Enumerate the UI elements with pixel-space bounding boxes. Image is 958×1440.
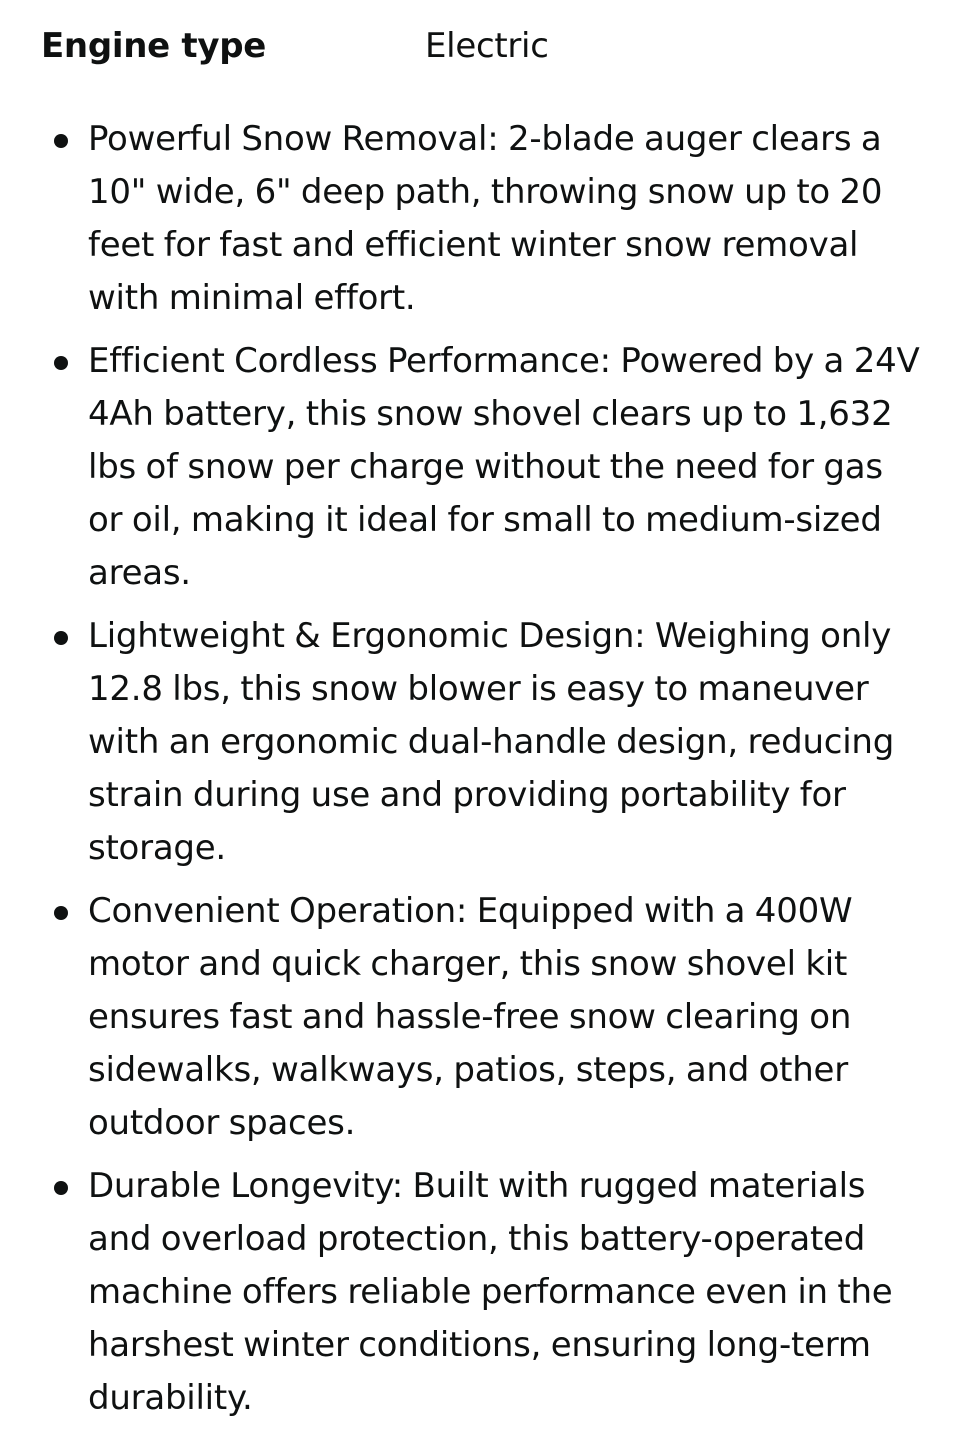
feature-bullet: [0, 885, 958, 1150]
feature-bullet-text: Durable Longevity: Built with rugged materials and overload protection, this battery-operated machine offers reliable performance even in the harshest winter conditions, ensuring long-term durability.: [88, 1166, 893, 1418]
feature-bullet-text: Convenient Operation: Equipped with a 400W motor and quick charger, this snow shovel kit ensures fast and hassle-free snow clearing on sidewalks, walkways, patios, steps, and other outdoor spaces.: [88, 891, 853, 1143]
feature-bullet: [0, 113, 958, 325]
bullet-dot-icon: [54, 631, 68, 645]
spec-value: Electric: [425, 26, 549, 66]
feature-bullet-list: [0, 113, 958, 1435]
feature-bullet-text: Lightweight & Ergonomic Design: Weighing only 12.8 lbs, this snow blower is easy to maneuver with an ergonomic dual-handle design, reducing strain during use and providing portability for storage.: [88, 616, 895, 868]
feature-bullet-text: Efficient Cordless Performance: Powered by a 24V 4Ah battery, this snow shovel clears up to 1,632 lbs of snow per charge without the need for gas or oil, making it ideal for small to medium-sized areas.: [88, 341, 920, 593]
feature-bullet: [0, 335, 958, 600]
spec-label: Engine type: [41, 26, 267, 66]
spec-row-engine-type: [41, 22, 921, 70]
feature-bullet: [0, 610, 958, 875]
feature-bullet: [0, 1160, 958, 1425]
bullet-dot-icon: [54, 1181, 68, 1195]
bullet-dot-icon: [54, 906, 68, 920]
bullet-dot-icon: [54, 356, 68, 370]
feature-bullet-text: Powerful Snow Removal: 2-blade auger clears a 10" wide, 6" deep path, throwing snow up to 20 feet for fast and efficient winter snow removal with minimal effort.: [88, 119, 883, 318]
bullet-dot-icon: [54, 134, 68, 148]
